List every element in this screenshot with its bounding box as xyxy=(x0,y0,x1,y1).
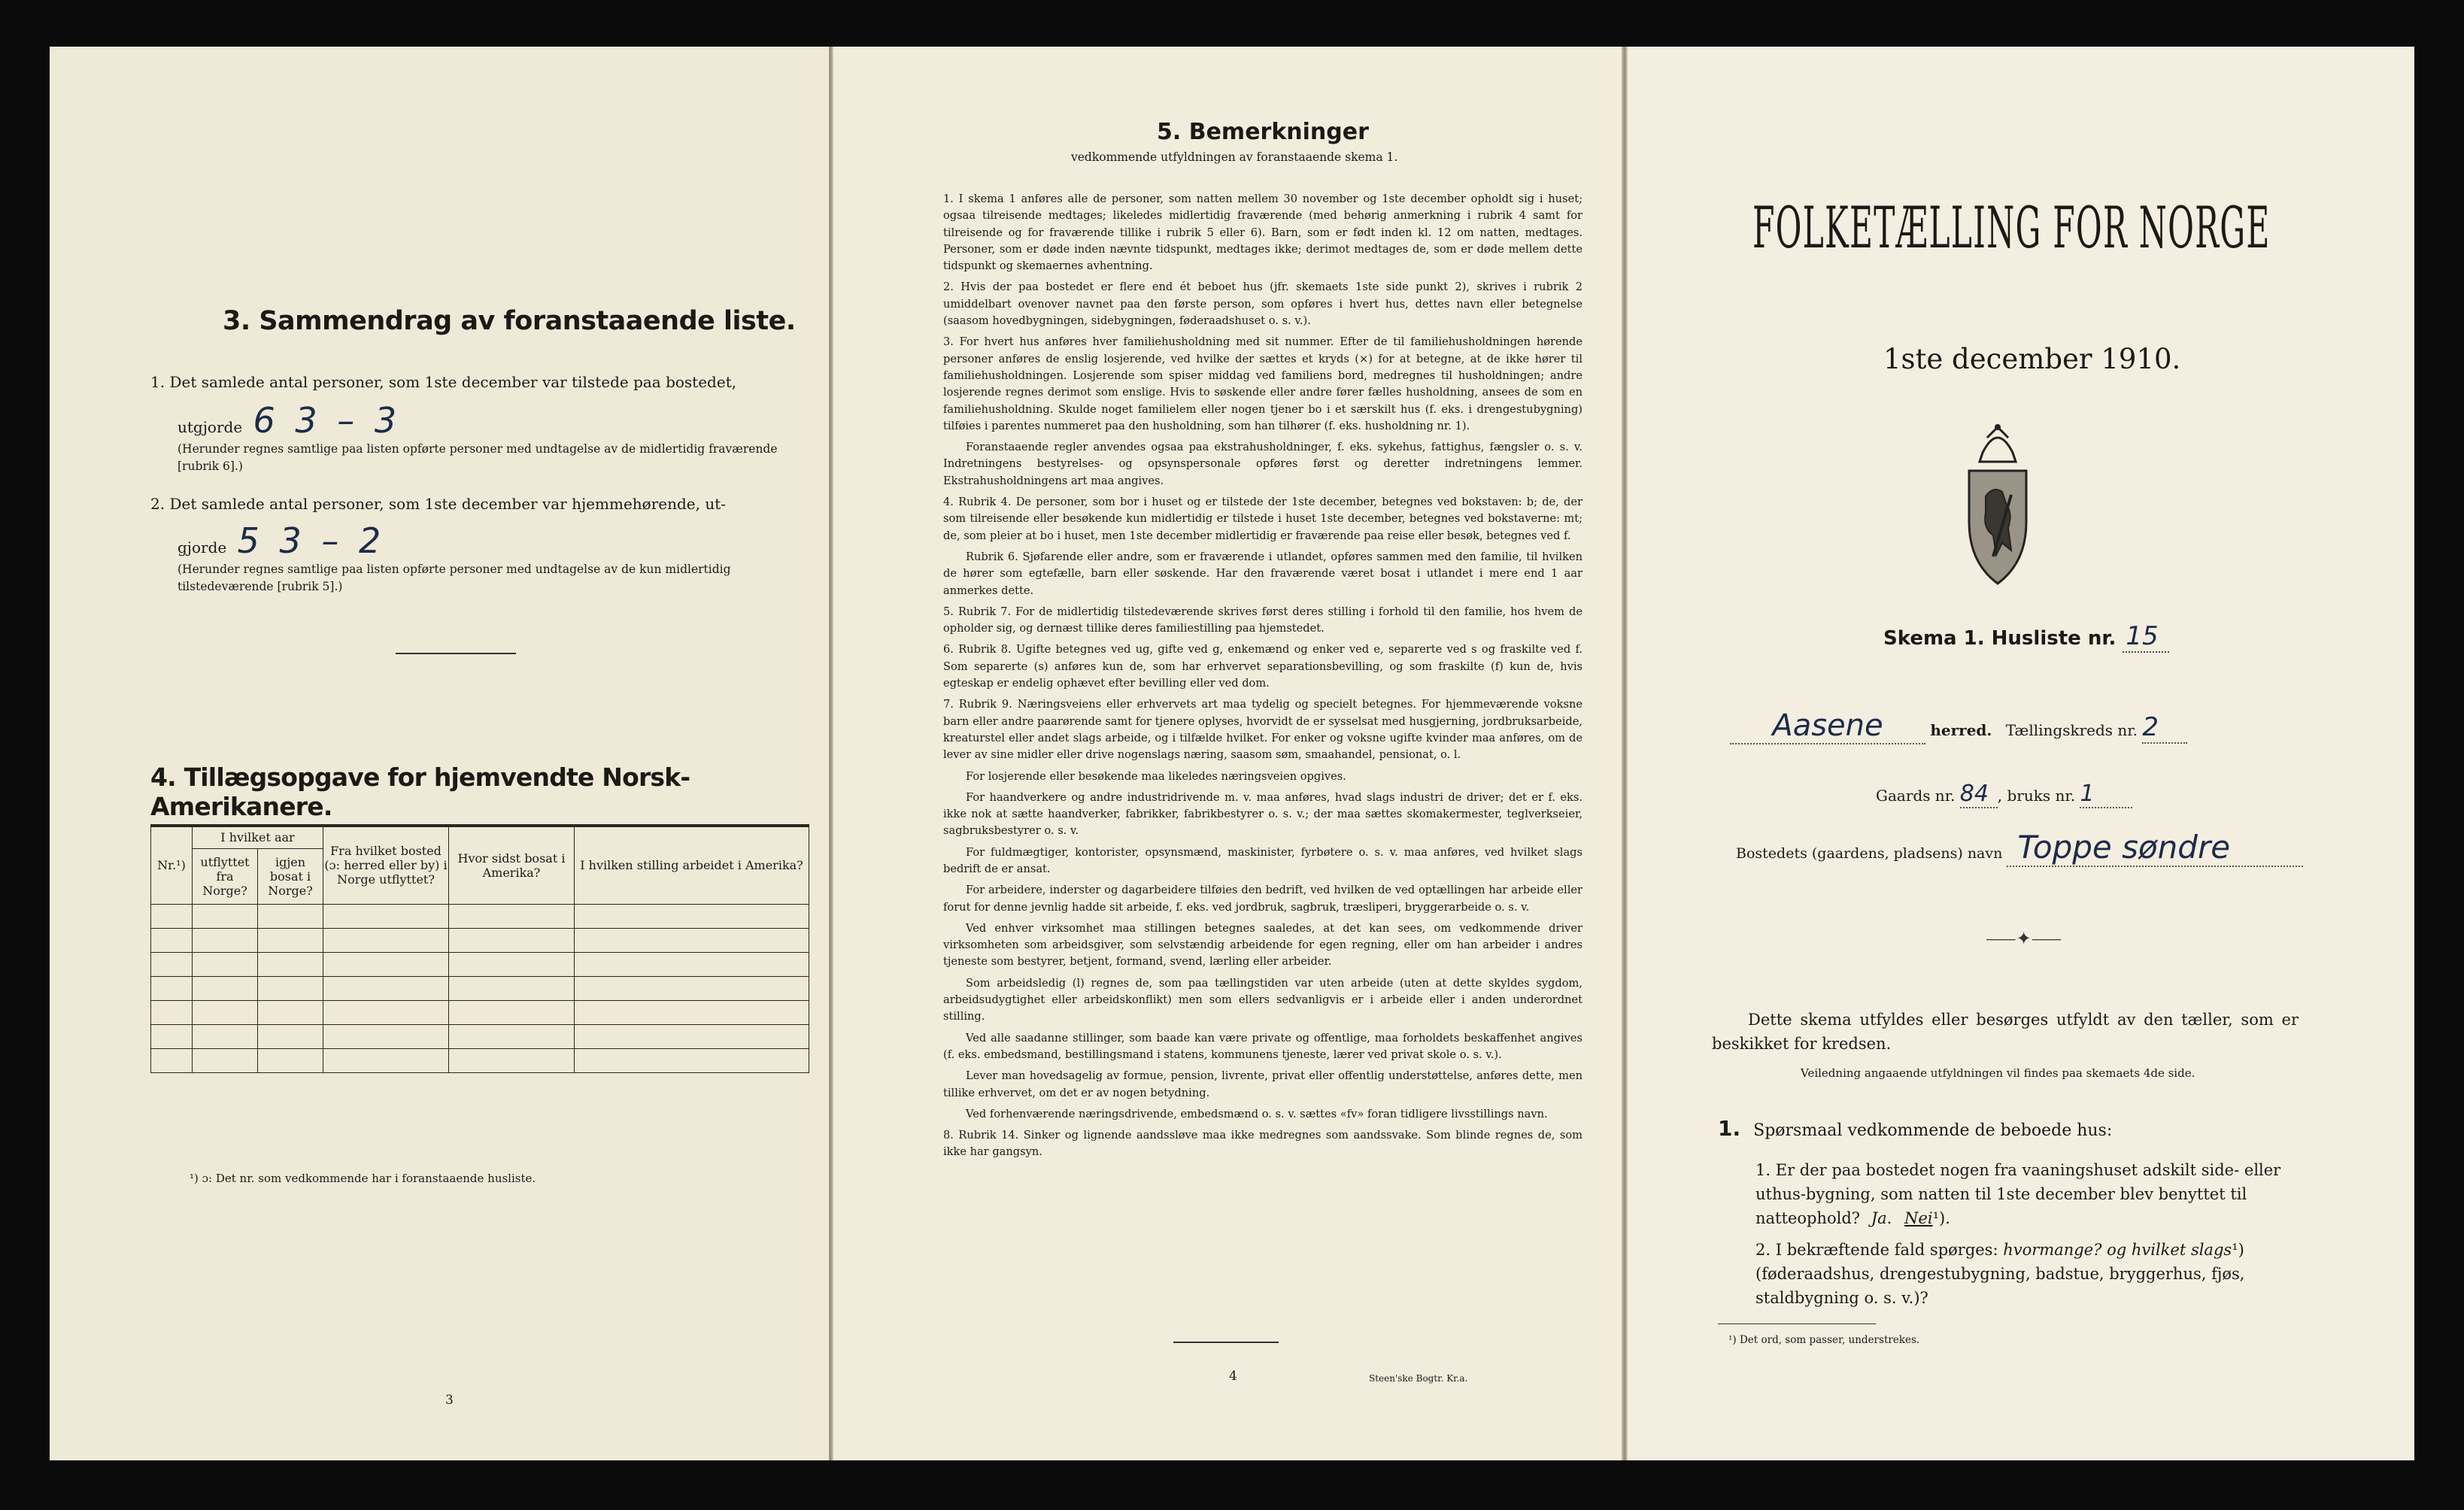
skema-label: Skema 1. Husliste nr. xyxy=(1883,627,2117,650)
summary-item-2 xyxy=(150,493,812,514)
handwritten-count: 6 3 – 3 xyxy=(253,400,402,441)
remark-paragraph: Ved forhenværende næringsdrivende, embedsmænd o. s. v. sættes «fv» foran tidligere livsstillings navn. xyxy=(966,1107,1548,1120)
col-bosat: igjen bosat i Norge? xyxy=(258,848,323,904)
herred-label: herred. xyxy=(1930,721,1992,739)
norsk-amerikanere-table xyxy=(150,824,809,1073)
ornament-divider: ⸺✦⸺ xyxy=(1986,928,2062,949)
census-date: 1ste december 1910. xyxy=(1883,343,2181,375)
remark-paragraph: 1. I skema 1 anføres alle de personer, som natten mellem 30 november og 1ste december opholdt sig i huset; ogsaa tilreisende medtages; likeledes midlertidig fraværende (med behørig anmerkning i rubrik 4 samt for tilreisende og for fraværende tillike i rubrik 5 eller 6). Barn, som er født inden kl. 12 om natten, medtages. Personer, som er døde inden nævnte tidspunkt, medtages ikke; derimot medtages de, som er døde mellem dette tidspunkt og skemaernes avhentning. xyxy=(943,193,1582,273)
remark-paragraph: 8. Rubrik 14. Sinker og lignende aandssløve maa ikke medregnes som aandssvake. Som blinde regnes de, som ikke har gangsyn. xyxy=(943,1129,1582,1159)
item-number: 2. xyxy=(150,495,165,513)
item-number: 1. xyxy=(150,373,165,391)
guidance-text: Veiledning angaaende utfyldningen vil findes paa skemaets 4de side. xyxy=(1801,1066,2195,1080)
remarks-subtitle: vedkommende utfyldningen av foranstaaende skema 1. xyxy=(1071,150,1398,164)
col-bosted: Fra hvilket bosted (ɔ: herred eller by) i Norge utflyttet? xyxy=(323,826,449,904)
kreds-label: Tællingskreds nr. xyxy=(2005,721,2138,739)
remark-paragraph: For losjerende eller besøkende maa likeledes næringsveien opgives. xyxy=(966,769,1346,783)
bosted-line xyxy=(1736,829,2303,867)
col-utflyttet: utflyttet fra Norge? xyxy=(193,848,258,904)
answer-label: gjorde xyxy=(178,538,227,556)
remark-paragraph: 7. Rubrik 9. Næringsveiens eller erhvervets art maa tydelig og specielt betegnes. For hjemmeværende voksne barn eller andre paarørende samt for tjenere oplyses, hvorvidt de er sysselsat med husgjerning, jordbruksarbeide, kreaturstel eller andet slags arbeide, og i tilfælde hvilket. For enker og voksne ugifte kvinder maa anføres, om de lever av sine midler eller drive nogenslags næring, saasom søm, smaahandel, pensionat, o. l. xyxy=(943,698,1582,762)
table-row xyxy=(151,976,809,1000)
remark-paragraph: Ved enhver virksomhet maa stillingen betegnes saaledes, at det kan sees, om vedkommende driver virksomheten som arbeidsgiver, som selvstændig arbeidende for egen regning, eller om han arbeider i andres tjeneste som bestyrer, betjent, formand, svend, lærling eller arbeider. xyxy=(943,921,1582,969)
col-stilling: I hvilken stilling arbeidet i Amerika? xyxy=(575,826,809,904)
remark-paragraph: Foranstaaende regler anvendes ogsaa paa ekstrahusholdninger, f. eks. sykehus, fattighus, fængsler o. s. v. Indretningens bestyrelses- og opsynspersonale opføres først og deretter indretningens lemmer. Ekstrahusholdningens art maa angives. xyxy=(943,441,1582,487)
answer-mark: ¹). xyxy=(1932,1209,1950,1227)
item2-answer-row xyxy=(178,520,385,561)
remark-paragraph: 5. Rubrik 7. For de midlertidig tilstedeværende skrives først deres stilling i forhold til den familie, hos hvem de opholder sig, og dernæst tillike deres familiestilling paa hjemstedet. xyxy=(943,605,1582,635)
bruks-value: 1 xyxy=(2080,781,2132,808)
page-number: 4 xyxy=(1229,1369,1237,1384)
col-nr: Nr.¹) xyxy=(151,826,193,904)
remark-paragraph: For fuldmægtiger, kontorister, opsynsmænd, maskinister, fyrbøtere o. s. v. maa anføres, ved hvilket slags bedrift de er ansat. xyxy=(943,845,1582,875)
table-footnote: ¹) ɔ: Det nr. som vedkommende har i foranstaaende husliste. xyxy=(190,1172,536,1185)
printer-mark: Steen'ske Bogtr. Kr.a. xyxy=(1369,1373,1468,1384)
item1-answer-row xyxy=(178,400,401,441)
answer-label: utgjorde xyxy=(178,418,243,436)
col-group-year: I hvilket aar xyxy=(193,826,323,848)
table-row xyxy=(151,928,809,952)
divider xyxy=(1173,1342,1279,1343)
col-sidst: Hvor sidst bosat i Amerika? xyxy=(449,826,575,904)
page-number: 3 xyxy=(445,1393,454,1408)
herred-line xyxy=(1730,708,2407,744)
answer-ja: Ja. xyxy=(1871,1209,1892,1227)
gaards-value: 84 xyxy=(1960,781,1998,808)
remark-paragraph: For arbeidere, inderster og dagarbeidere tilføies den bedrift, ved hvilken de ved optællingen har arbeide eller forut for denne jevnlig hadde sit arbeide, f. eks. ved jordbruk, sagbruk, træsliperi, bryggerarbeide o. s. v. xyxy=(943,884,1582,914)
table-row xyxy=(151,952,809,976)
skema-line xyxy=(1883,621,2169,651)
item1-note: (Herunder regnes samtlige paa listen opførte personer med undtagelse av de midlertidig fraværende [rubrik 6].) xyxy=(178,442,778,473)
answer-nei: Nei xyxy=(1904,1209,1933,1227)
q1-2-og: og hvilket slags xyxy=(2107,1241,2232,1259)
norwegian-coat-of-arms-icon xyxy=(1953,423,2043,588)
kreds-value: 2 xyxy=(2142,712,2187,744)
bruks-label: , bruks nr. xyxy=(1997,787,2076,805)
husliste-number: 15 xyxy=(2123,621,2168,653)
page-middle xyxy=(833,47,1622,1460)
remark-paragraph: 6. Rubrik 8. Ugifte betegnes ved ug, gifte ved g, enkemænd og enker ved e, separerte ved s og fraskilte ved f. Som separerte (s) anføres kun de, som har erhvervet separationsbevilling, og som fraskilte (f) kun de, hvis egteskap er endelig ophævet efter bevilling eller ved dom. xyxy=(943,643,1582,690)
remark-paragraph: 2. Hvis der paa bostedet er flere end ét beboet hus (jfr. skemaets 1ste side punkt 2), skrives i rubrik 2 umiddelbart ovenover navnet paa den første person, som opføres i hvert hus, dettes navn eller betegnelse (saasom hovedbygningen, sidebygningen, føderaadshuset o. s. v.). xyxy=(943,280,1582,328)
item-text: Det samlede antal personer, som 1ste december var tilstede paa bostedet, xyxy=(169,373,737,391)
gaards-line xyxy=(1876,781,2132,808)
table-row xyxy=(151,1048,809,1072)
remark-paragraph: Ved alle saadanne stillinger, som baade kan være private og offentlige, maa forholdets beskaffenhet angives (f. eks. embedsmand, bestillingsmand i statens, kommunens tjeneste, lærer ved privat skole o. s. v.). xyxy=(943,1031,1582,1061)
remarks-title: 5. Bemerkninger xyxy=(1157,119,1369,145)
herred-value: Aasene xyxy=(1730,708,1925,744)
remark-paragraph: 4. Rubrik 4. De personer, som bor i huset og er tilstede der 1ste december, betegnes ved bokstaven: b; de, der som tilreisende eller besøkende kun midlertidig er tilstede i huset 1ste december, betegnes ved bokstaverne: mt; de, som pleier at bo i huset, men 1ste december midlertidig er fraværende paa reise eller besøk, betegnes ved f. xyxy=(943,496,1582,542)
bosted-value: Toppe søndre xyxy=(2007,829,2303,867)
table-row xyxy=(151,904,809,928)
q1-1-text: Er der paa bostedet nogen fra vaaningshuset adskilt side- eller uthus-bygning, som natten til 1ste december blev benyttet til natteophold? xyxy=(1755,1161,2281,1227)
q1-2-number: 2. xyxy=(1755,1241,1771,1259)
divider xyxy=(396,653,516,654)
question-1-heading xyxy=(1718,1116,2112,1141)
handwritten-count: 5 3 – 2 xyxy=(237,520,386,561)
instruction-text: Dette skema utfyldes eller besørges utfyldt av den tæller, som er beskikket for kredsen. xyxy=(1712,1011,2299,1053)
section4-title: 4. Tillægsopgave for hjemvendte Norsk-Amerikanere. xyxy=(150,763,690,821)
remark-paragraph: Lever man hovedsagelig av formue, pension, livrente, privat eller offentlig understøttelse, anføres dette, men tillike erhvervet, om det er av nogen betydning. xyxy=(943,1069,1582,1099)
page-left xyxy=(50,47,829,1460)
q1-2-text-b: ¹) (føderaadshus, drengestubygning, badstue, bryggerhus, fjøs, staldbygning o. s. v.)? xyxy=(1755,1241,2245,1307)
item2-note: (Herunder regnes samtlige paa listen opførte personer med undtagelse av de kun midlertidig tilstedeværende [rubrik 5].) xyxy=(178,562,731,593)
table-row xyxy=(151,1024,809,1048)
q1-title: Spørsmaal vedkommende de beboede hus: xyxy=(1753,1121,2113,1140)
gaards-label: Gaards nr. xyxy=(1876,787,1956,805)
bosted-label: Bostedets (gaardens, pladsens) navn xyxy=(1736,845,2003,862)
section3-title: 3. Sammendrag av foranstaaende liste. xyxy=(223,306,796,336)
q1-2-hvormange: hvormange? xyxy=(2003,1241,2102,1259)
question-1-2 xyxy=(1755,1238,2335,1310)
remark-paragraph: 3. For hvert hus anføres hver familiehusholdning med sit nummer. Efter de til familiehusholdningen hørende personer anføres de enslig losjerende, ved hvilke der sættes et kryds (×) for at betegne, at de ikke hører til familiehusholdningen. Losjerende som spiser middag ved familiens bord, medregnes til husholdningen; andre losjerende regnes derimot som enslige. Hvis to søskende eller andre fører fælles husholdning, ansees de som en familiehusholdning. Skulde noget familielem eller nogen tjener bo i et særskilt hus (f. eks. i drengestubygning) tilføies i parentes nummeret paa den husholdning, som han tilhører (f. eks. husholdning nr. 1). xyxy=(943,335,1582,432)
remark-paragraph: Rubrik 6. Sjøfarende eller andre, som er fraværende i utlandet, opføres sammen med den familie, til hvilken de hører som egtefælle, barn eller søskende. Har den fraværende været bosat i utlandet i mere end 1 aar anmerkes dette. xyxy=(943,550,1582,597)
remark-paragraph: Som arbeidsledig (l) regnes de, som paa tællingstiden var uten arbeide (uten at dette skyldes sygdom, arbeidsudygtighet eller arbeidskonflikt) men som ellers sedvanligvis er i arbeide eller i anden underordnet stilling. xyxy=(943,976,1582,1023)
summary-item-1 xyxy=(150,371,812,393)
remarks-list xyxy=(943,191,1582,1166)
form-title: FOLKETÆLLING FOR NORGE xyxy=(1752,194,2271,261)
remark-paragraph: For haandverkere og andre industridrivende m. v. maa anføres, hvad slags industri de driver; det er f. eks. ikke nok at sætte haandverker, fabrikker, fabrikbestyrer o. s. v.; der maa sættes skomakermester, teglverkseier, sagbruksbestyrer o. s. v. xyxy=(943,790,1582,838)
q1-2-text-a: I bekræftende fald spørges: xyxy=(1775,1241,1998,1259)
q1-number: 1. xyxy=(1718,1116,1741,1141)
q1-1-number: 1. xyxy=(1755,1161,1771,1179)
table-row xyxy=(151,1000,809,1024)
page-right xyxy=(1628,47,2414,1460)
footnote: ¹) Det ord, som passer, understrekes. xyxy=(1728,1334,1920,1346)
question-1-1 xyxy=(1755,1158,2335,1230)
item-text: Det samlede antal personer, som 1ste december var hjemmehørende, ut- xyxy=(169,495,727,513)
